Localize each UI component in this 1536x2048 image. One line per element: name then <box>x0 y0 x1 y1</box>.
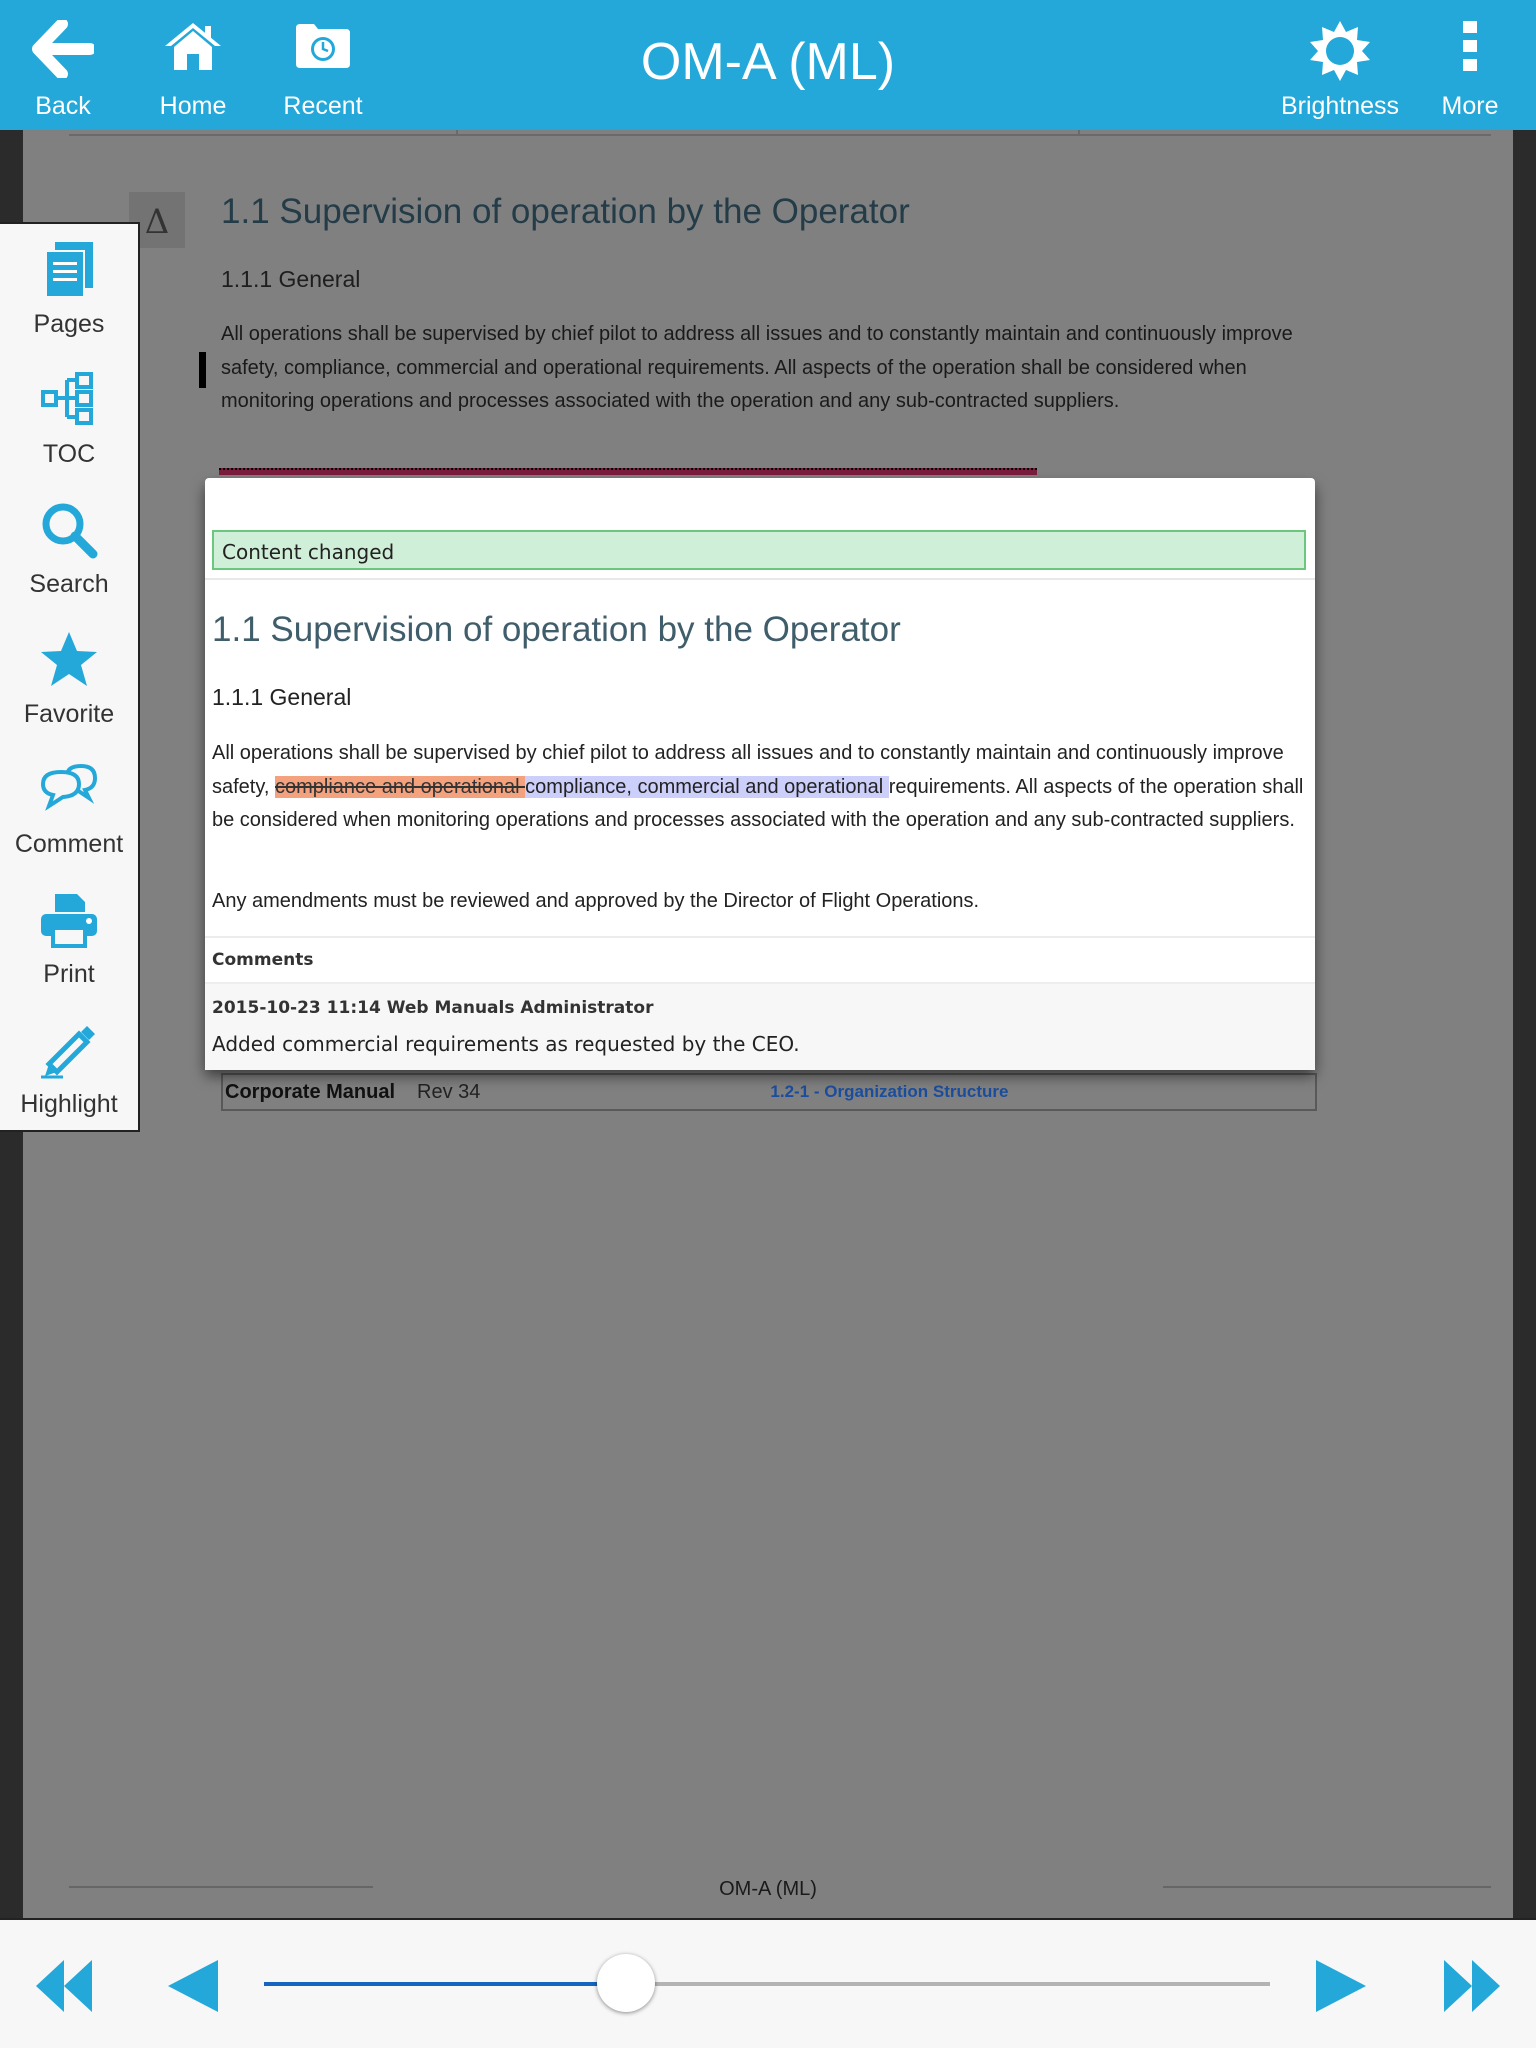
sidebar-item-comment[interactable] <box>0 744 138 872</box>
page-header-divider <box>1078 130 1080 136</box>
sidebar-label: Print <box>43 960 95 988</box>
home-label: Home <box>159 92 227 120</box>
document-footer <box>221 1073 1317 1111</box>
printer-icon <box>39 890 99 950</box>
sun-icon <box>1309 20 1371 82</box>
more-vertical-icon <box>1462 20 1478 72</box>
change-underline <box>219 468 1037 475</box>
subsection-heading: 1.1.1 General <box>221 266 361 292</box>
page-header-divider <box>456 130 458 136</box>
footer-manual-name: Corporate Manual <box>225 1080 396 1103</box>
diff-unchanged-text: requirements. All aspects of the operation shall be considered when monitoring operations and processes associated with the operation and any sub-contracted suppliers. <box>212 775 1304 831</box>
popup-divider <box>205 578 1315 580</box>
sidebar-item-highlight[interactable] <box>0 1004 138 1132</box>
comment-text: Added commercial requirements as requested by the CEO. <box>212 1032 800 1056</box>
comment-entry <box>205 982 1315 1070</box>
more-label: More <box>1441 92 1499 120</box>
star-icon <box>39 630 99 690</box>
footer-section-link[interactable]: 1.2-1 - Organization Structure <box>770 1082 1009 1101</box>
toc-icon <box>39 370 99 430</box>
app-title: OM-A (ML) <box>640 33 896 91</box>
diff-deleted-text: compliance and operational <box>275 775 526 798</box>
footer-revision: Rev 34 <box>417 1080 481 1103</box>
section-heading: 1.1 Supervision of operation by the Operator <box>221 192 910 231</box>
first-page-icon[interactable] <box>36 1960 92 2012</box>
tool-sidebar <box>0 222 140 1132</box>
change-bar <box>199 352 206 388</box>
diff-unchanged-text: All operations shall be supervised by chief pilot to address all issues and to constantly maintain and continuously improve safety, <box>212 742 1284 798</box>
page-navigation-bar <box>0 1918 1536 2048</box>
sidebar-item-pages[interactable] <box>0 224 138 352</box>
sidebar-label: Comment <box>14 830 124 858</box>
recent-label: Recent <box>283 92 363 120</box>
previous-page-icon[interactable] <box>168 1960 218 2012</box>
next-page-icon[interactable] <box>1316 1960 1366 2012</box>
popup-paragraph: Any amendments must be reviewed and approved by the Director of Flight Operations. <box>212 890 980 912</box>
sidebar-label: Pages <box>33 310 105 338</box>
page-header-rule <box>69 134 1491 136</box>
sidebar-item-favorite[interactable] <box>0 614 138 742</box>
sidebar-item-print[interactable] <box>0 874 138 1002</box>
top-toolbar <box>0 0 1536 130</box>
section-paragraph: All operations shall be supervised by chief pilot to address all issues and to constantly maintain and continuously improve safety, compliance, commercial and operational requirements. All aspects of the operation shall be considered when monitoring operations and processes associated with the operation and any sub-contracted suppliers. <box>221 323 1293 412</box>
popup-section-heading: 1.1 Supervision of operation by the Operator <box>212 610 901 649</box>
sidebar-label: Search <box>29 570 109 598</box>
sidebar-label: Highlight <box>20 1090 118 1118</box>
pencil-icon <box>39 1020 99 1080</box>
change-details-popup <box>205 478 1315 1068</box>
page-slider[interactable] <box>264 1982 1270 1986</box>
last-page-icon[interactable] <box>1444 1960 1500 2012</box>
brightness-button[interactable] <box>1280 0 1400 130</box>
sidebar-item-toc[interactable] <box>0 354 138 482</box>
page-slider-progress <box>264 1982 626 1986</box>
change-delta-marker[interactable]: Δ <box>129 192 185 248</box>
page-slider-thumb[interactable] <box>597 1954 655 2012</box>
back-label: Back <box>35 92 91 120</box>
diff-inserted-text: compliance, commercial and operational <box>525 775 889 798</box>
sidebar-label: Favorite <box>23 700 115 728</box>
comment-meta: 2015-10-23 11:14 Web Manuals Administrator <box>212 998 654 1018</box>
content-changed-notice: Content changed <box>212 530 1306 570</box>
popup-subsection-heading: 1.1.1 General <box>212 684 352 710</box>
comments-header: Comments <box>212 950 314 970</box>
popup-diff-paragraph <box>212 737 1312 838</box>
pages-icon <box>39 240 99 300</box>
sidebar-item-search[interactable] <box>0 484 138 612</box>
popup-divider <box>205 936 1315 938</box>
search-icon <box>39 500 99 560</box>
brightness-label: Brightness <box>1280 92 1400 120</box>
page-footer-title: OM-A (ML) <box>719 1878 817 1900</box>
more-button[interactable] <box>1440 0 1500 130</box>
sidebar-label: TOC <box>42 440 96 468</box>
comment-icon <box>39 760 99 820</box>
